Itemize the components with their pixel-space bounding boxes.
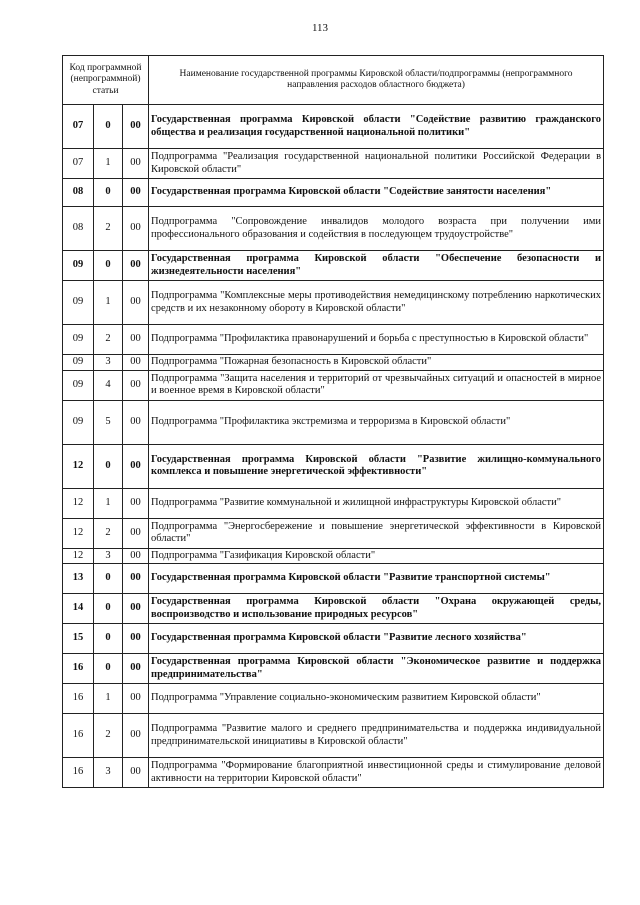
- table-row: [63, 548, 604, 564]
- code-direction: 00: [123, 251, 149, 281]
- code-subprogram: 2: [94, 714, 123, 758]
- table-row: [63, 370, 604, 400]
- code-direction: 00: [123, 179, 149, 207]
- code-subprogram: 2: [94, 518, 123, 548]
- code-direction: 00: [123, 105, 149, 149]
- code-direction: 00: [123, 594, 149, 624]
- code-direction: 00: [123, 488, 149, 518]
- code-section: 09: [63, 400, 94, 444]
- code-section: 12: [63, 444, 94, 488]
- code-subprogram: 1: [94, 684, 123, 714]
- header-name: Наименование государственной программы Кировской области/подпрограммы (непрограммного направления расходов областного бюджета): [149, 56, 604, 105]
- code-section: 12: [63, 488, 94, 518]
- code-direction: 00: [123, 654, 149, 684]
- code-section: 09: [63, 281, 94, 325]
- code-subprogram: 1: [94, 281, 123, 325]
- code-direction: 00: [123, 281, 149, 325]
- code-direction: 00: [123, 325, 149, 355]
- code-section: 09: [63, 355, 94, 371]
- program-name: Подпрограмма "Профилактика экстремизма и терроризма в Кировской области": [149, 400, 604, 444]
- code-direction: 00: [123, 370, 149, 400]
- code-subprogram: 0: [94, 564, 123, 594]
- table-row: [63, 758, 604, 788]
- code-subprogram: 1: [94, 488, 123, 518]
- code-section: 09: [63, 325, 94, 355]
- code-section: 08: [63, 207, 94, 251]
- code-section: 09: [63, 251, 94, 281]
- code-section: 12: [63, 548, 94, 564]
- table-row: [63, 684, 604, 714]
- table-row: [63, 179, 604, 207]
- program-name: Подпрограмма "Энергосбережение и повышение энергетической эффективности в Кировской области": [149, 518, 604, 548]
- header-code: Код программной (непрограммной) статьи: [63, 56, 149, 105]
- table-row: [63, 355, 604, 371]
- code-subprogram: 1: [94, 149, 123, 179]
- code-section: 07: [63, 105, 94, 149]
- table-row: [63, 594, 604, 624]
- program-name: Государственная программа Кировской области "Охрана окружающей среды, воспроизводство и использование природных ресурсов": [149, 594, 604, 624]
- code-section: 15: [63, 624, 94, 654]
- program-name: Подпрограмма "Защита населения и территорий от чрезвычайных ситуаций и опасностей в мирное и военное время в Кировской области": [149, 370, 604, 400]
- table-row: [63, 654, 604, 684]
- program-codes-table: [62, 55, 604, 788]
- code-section: 08: [63, 179, 94, 207]
- program-name: Государственная программа Кировской области "Обеспечение безопасности и жизнедеятельности населения": [149, 251, 604, 281]
- code-direction: 00: [123, 548, 149, 564]
- program-name: Подпрограмма "Пожарная безопасность в Кировской области": [149, 355, 604, 371]
- program-name: Государственная программа Кировской области "Развитие жилищно-коммунального комплекса и повышение энергетической эффективности": [149, 444, 604, 488]
- code-direction: 00: [123, 518, 149, 548]
- program-name: Подпрограмма "Развитие коммунальной и жилищной инфраструктуры Кировской области": [149, 488, 604, 518]
- code-direction: 00: [123, 564, 149, 594]
- code-direction: 00: [123, 444, 149, 488]
- program-name: Подпрограмма "Сопровождение инвалидов молодого возраста при получении ими профессионального образования и содействия в последующем трудоустройстве": [149, 207, 604, 251]
- code-section: 16: [63, 684, 94, 714]
- table-row: [63, 714, 604, 758]
- program-name: Подпрограмма "Управление социально-экономическим развитием Кировской области": [149, 684, 604, 714]
- code-section: 16: [63, 654, 94, 684]
- code-subprogram: 0: [94, 624, 123, 654]
- program-name: Государственная программа Кировской области "Развитие лесного хозяйства": [149, 624, 604, 654]
- code-direction: 00: [123, 355, 149, 371]
- code-subprogram: 2: [94, 325, 123, 355]
- table-row: [63, 207, 604, 251]
- code-section: 09: [63, 370, 94, 400]
- program-name: Подпрограмма "Формирование благоприятной инвестиционной среды и стимулирование деловой активности на территории Кировской области": [149, 758, 604, 788]
- program-name: Подпрограмма "Газификация Кировской области": [149, 548, 604, 564]
- code-subprogram: 0: [94, 105, 123, 149]
- code-section: 16: [63, 714, 94, 758]
- program-name: Подпрограмма "Развитие малого и среднего предпринимательства и поддержка индивидуальной предпринимательской инициативы в Кировской области": [149, 714, 604, 758]
- program-name: Государственная программа Кировской области "Экономическое развитие и поддержка предпринимательства": [149, 654, 604, 684]
- table-row: [63, 518, 604, 548]
- code-section: 13: [63, 564, 94, 594]
- table-row: [63, 281, 604, 325]
- program-name: Государственная программа Кировской области "Развитие транспортной системы": [149, 564, 604, 594]
- code-direction: 00: [123, 149, 149, 179]
- table-body: [63, 105, 604, 788]
- page-number: 113: [311, 22, 329, 34]
- table-row: [63, 444, 604, 488]
- code-subprogram: 3: [94, 548, 123, 564]
- code-direction: 00: [123, 624, 149, 654]
- table-row: [63, 149, 604, 179]
- program-name: Подпрограмма "Реализация государственной национальной политики Российской Федерации в Кировской области": [149, 149, 604, 179]
- code-direction: 00: [123, 207, 149, 251]
- code-subprogram: 5: [94, 400, 123, 444]
- code-direction: 00: [123, 400, 149, 444]
- code-subprogram: 3: [94, 758, 123, 788]
- code-section: 14: [63, 594, 94, 624]
- code-section: 16: [63, 758, 94, 788]
- code-direction: 00: [123, 684, 149, 714]
- program-name: Подпрограмма "Комплексные меры противодействия немедицинскому потреблению наркотических средств и их незаконному обороту в Кировской области": [149, 281, 604, 325]
- table-row: [63, 325, 604, 355]
- program-name: Государственная программа Кировской области "Содействие развитию гражданского общества и реализация государственной национальной политики": [149, 105, 604, 149]
- table-row: [63, 624, 604, 654]
- table-row: [63, 251, 604, 281]
- code-subprogram: 0: [94, 251, 123, 281]
- code-direction: 00: [123, 714, 149, 758]
- code-subprogram: 4: [94, 370, 123, 400]
- program-name: Государственная программа Кировской области "Содействие занятости населения": [149, 179, 604, 207]
- table-row: [63, 105, 604, 149]
- code-subprogram: 2: [94, 207, 123, 251]
- table-row: [63, 400, 604, 444]
- code-subprogram: 0: [94, 654, 123, 684]
- code-subprogram: 0: [94, 594, 123, 624]
- code-section: 12: [63, 518, 94, 548]
- table-header-row: [63, 56, 604, 105]
- code-subprogram: 3: [94, 355, 123, 371]
- program-name: Подпрограмма "Профилактика правонарушений и борьба с преступностью в Кировской области": [149, 325, 604, 355]
- code-subprogram: 0: [94, 179, 123, 207]
- table-row: [63, 488, 604, 518]
- code-section: 07: [63, 149, 94, 179]
- code-direction: 00: [123, 758, 149, 788]
- table-row: [63, 564, 604, 594]
- code-subprogram: 0: [94, 444, 123, 488]
